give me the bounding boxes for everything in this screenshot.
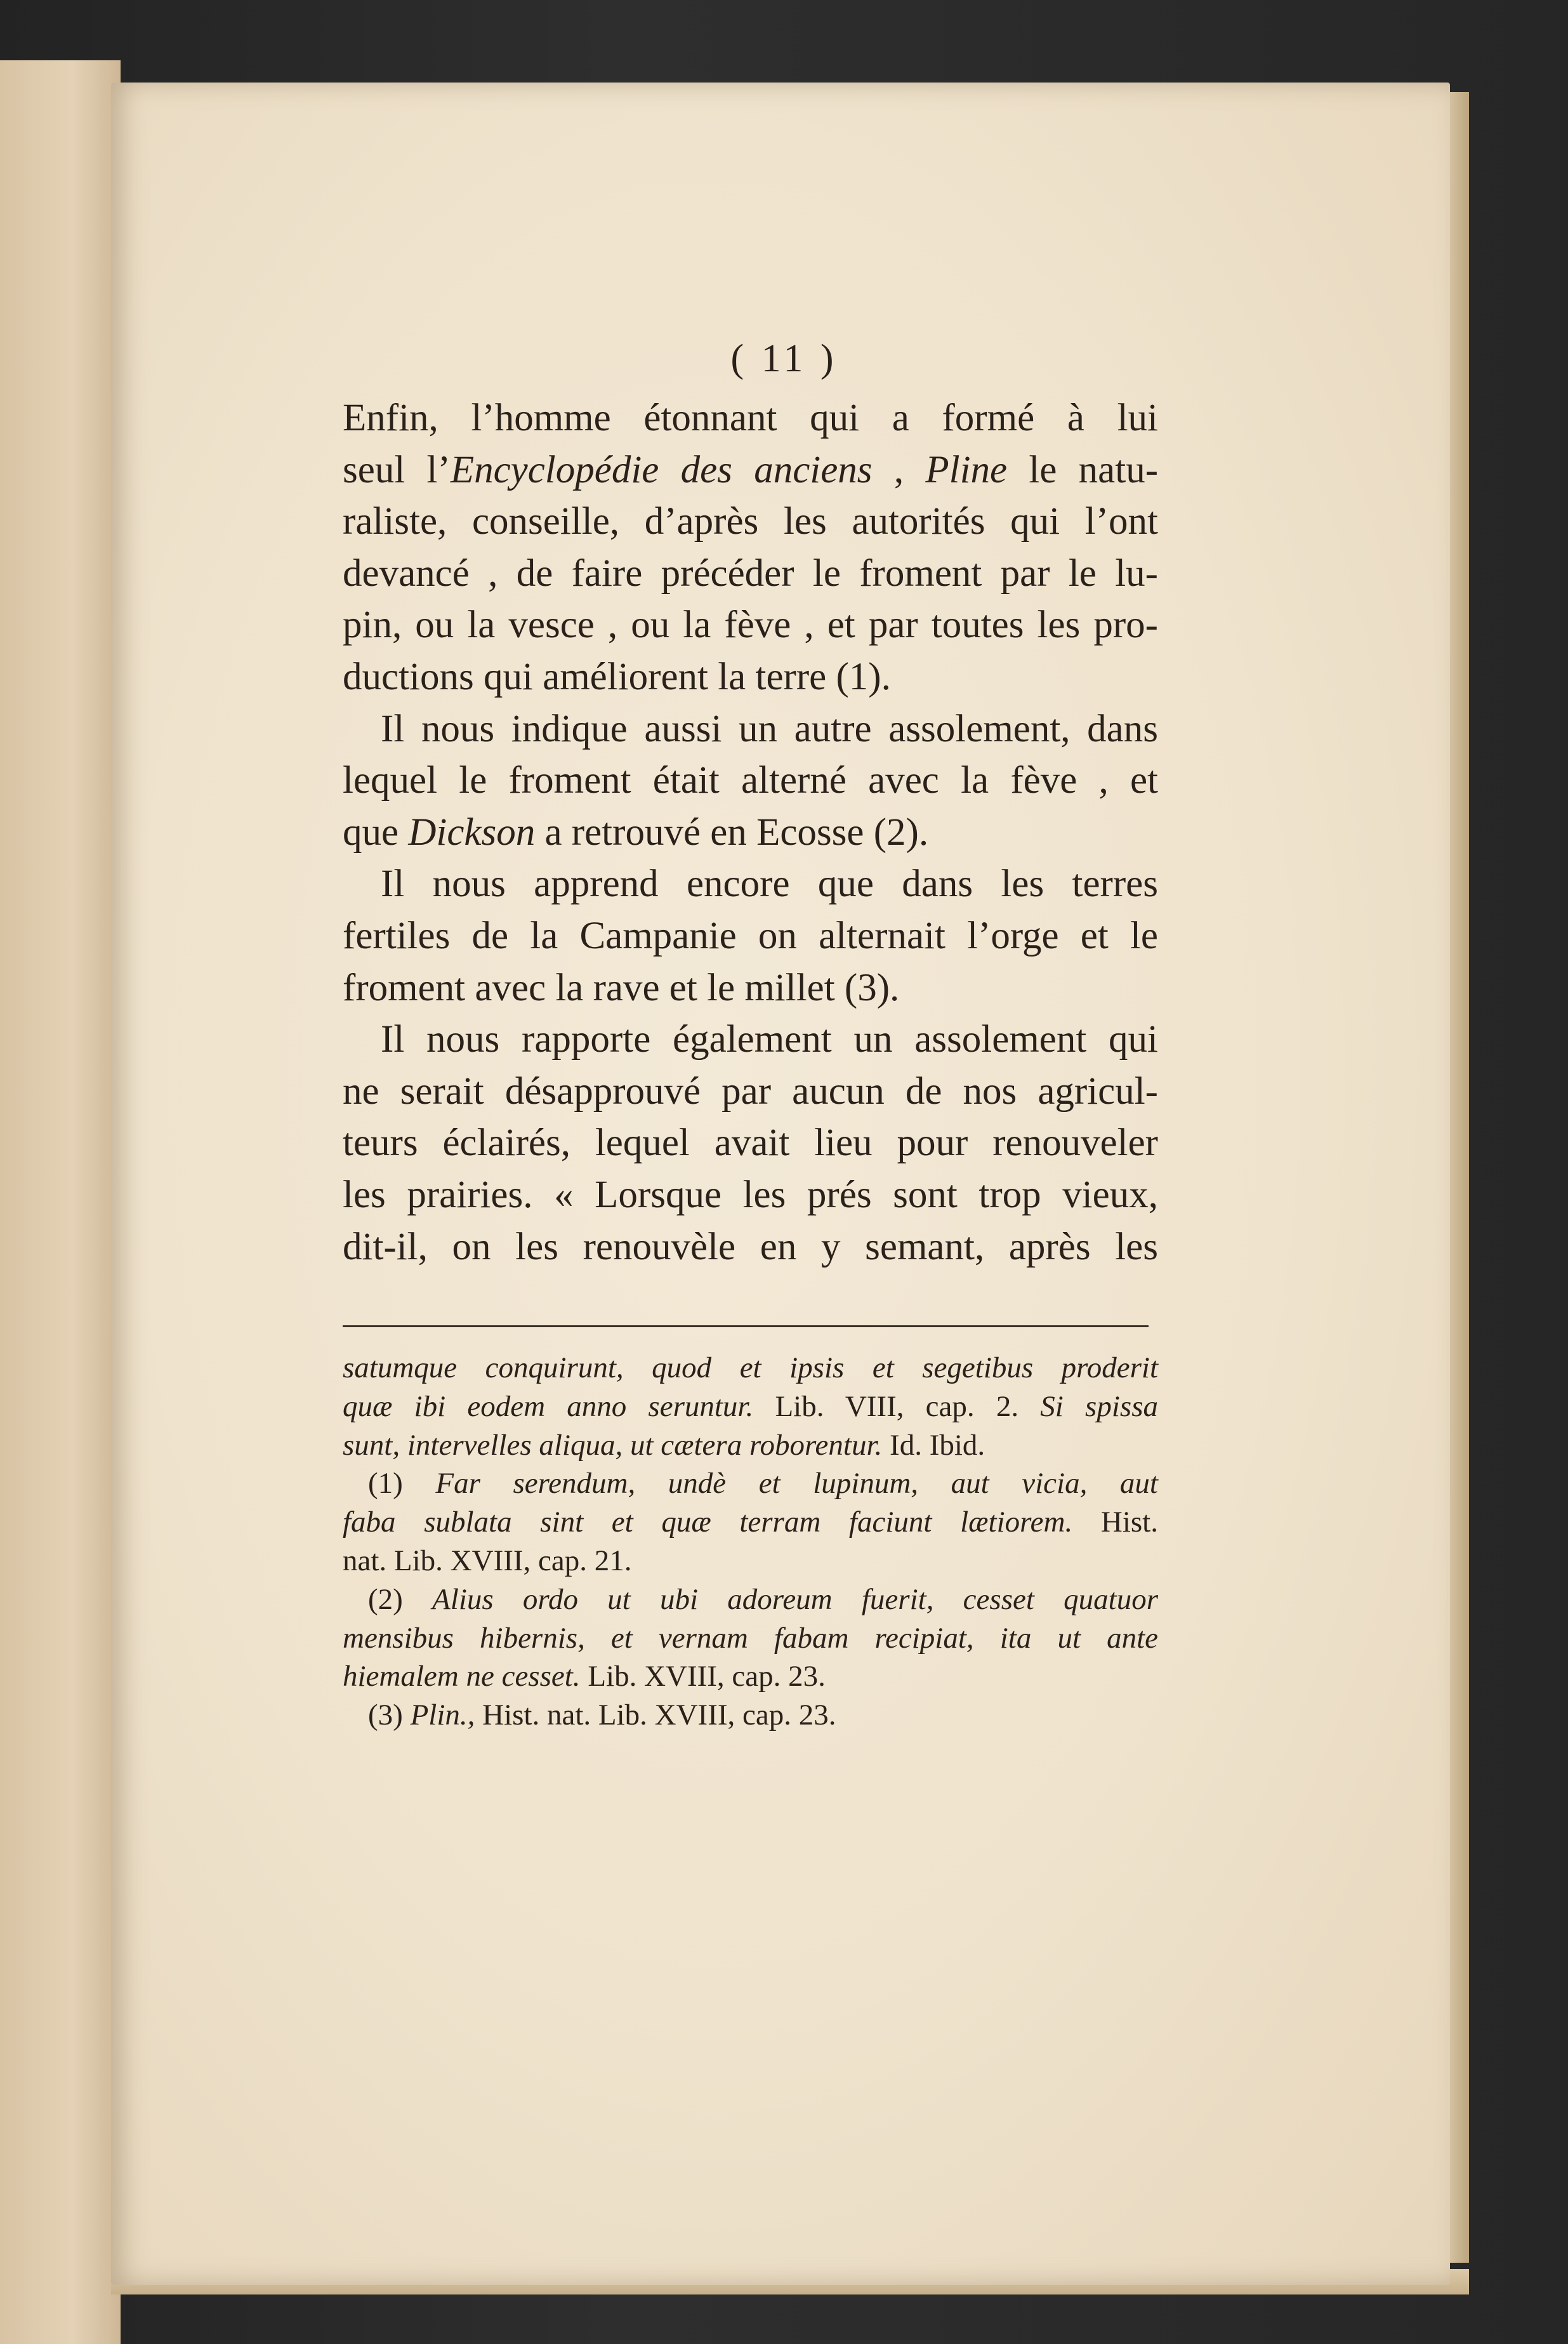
body-line [343,548,1158,600]
text-segment: raliste, conseille, d’après les autorités qui l’ont [343,500,1158,543]
text-segment: dit-il, on les renouvèle en y semant, après les [343,1225,1158,1268]
italic-text: quæ ibi eodem anno seruntur. [343,1389,754,1423]
body-line [343,1014,1158,1066]
footnote-line [343,1657,1158,1696]
footnote-line [343,1580,1158,1619]
italic-text: mensibus hibernis, et vernam fabam recipiat, ita ut ante [343,1621,1158,1655]
text-segment: froment avec la rave et le millet (3). [343,966,900,1009]
body-line [343,1169,1158,1221]
italic-text: faba sublata sint et quæ terram faciunt lætiorem. [343,1506,1073,1539]
text-segment: devancé , de faire précéder le froment par le lu- [343,552,1158,595]
text-segment: Hist. [1072,1506,1158,1539]
body-line [343,755,1158,807]
footnote-line [343,1426,1158,1465]
text-segment: nat. Lib. XVIII, cap. 21. [343,1544,632,1577]
text-segment: (2) [368,1582,433,1616]
text-segment: ductions qui améliorent la terre (1). [343,655,891,698]
text-segment: (1) [368,1467,436,1500]
text-segment: Il nous apprend encore que dans les terres [381,863,1158,906]
body-line [343,1117,1158,1169]
text-segment: que [343,811,409,854]
footnote-line [343,1503,1158,1542]
footnote-line [343,1619,1158,1658]
text-segment: (3) [368,1698,411,1732]
text-segment: les prairies. « Lorsque les prés sont trop vieux, [343,1173,1158,1216]
body-line [343,496,1158,548]
body-line [343,444,1158,496]
text-segment: Lib. VIII, cap. 2. [753,1389,1041,1423]
italic-text: sunt, intervelles aliqua, ut cætera roborentur. [343,1428,883,1462]
italic-text: satumque conquirunt, quod et ipsis et segetibus proderit [343,1351,1158,1384]
italic-text: Si spissa [1040,1389,1158,1423]
italic-text: Encyclopédie des anciens [450,448,873,491]
page-number: ( 11 ) [730,337,838,380]
footnote-separator [343,1325,1149,1327]
footnote-line [343,1696,1158,1735]
footnote-line [343,1349,1158,1387]
body-line [343,807,1158,859]
body-line [343,1066,1158,1118]
text-segment: a retrouvé en Ecosse (2). [535,811,929,854]
body-line [343,910,1158,962]
body-line [343,599,1158,651]
text-segment: lequel le froment était alterné avec la fève , et [343,759,1158,802]
footnote-line [343,1464,1158,1503]
body-line [343,962,1158,1014]
italic-text: hiemalem ne cesset. [343,1660,581,1693]
text-segment: ne serait désapprouvé par aucun de nos agricul- [343,1069,1158,1113]
text-segment: pin, ou la vesce , ou la fève , et par toutes les pro- [343,604,1158,647]
italic-text: Plin., [410,1698,475,1732]
text-segment: fertiles de la Campanie on alternait l’orge et le [343,914,1158,957]
italic-text: Dickson [408,811,536,854]
text-segment: Lib. XVIII, cap. 23. [580,1660,826,1693]
body-line [343,703,1158,755]
text-segment: Enfin, l’homme étonnant qui a formé à lui [343,397,1158,439]
footnotes [343,1349,1158,1735]
text-segment: seul l’ [343,448,451,491]
italic-text: Alius ordo ut ubi adoreum fuerit, cesset quatuor [432,1582,1158,1616]
facing-page-edge [0,60,121,2344]
body-text [343,392,1158,1273]
text-segment: teurs éclairés, lequel avait lieu pour renouveler [343,1122,1158,1165]
body-line [343,1221,1158,1273]
text-segment: Hist. nat. Lib. XVIII, cap. 23. [475,1698,836,1732]
text-segment: Il nous rapporte également un assolement qui [381,1018,1158,1061]
footnote-line [343,1542,1158,1580]
text-segment: Id. Ibid. [882,1428,985,1462]
footnote-line [343,1387,1158,1426]
text-segment: le natu- [1007,448,1159,491]
italic-text: Pline [925,448,1008,491]
body-line [343,392,1158,444]
text-segment: Il nous indique aussi un autre assolement, dans [381,707,1158,750]
body-line [343,858,1158,910]
body-line [343,651,1158,703]
text-segment: , [872,448,926,491]
italic-text: Far serendum, undè et lupinum, aut vicia, aut [435,1467,1158,1500]
